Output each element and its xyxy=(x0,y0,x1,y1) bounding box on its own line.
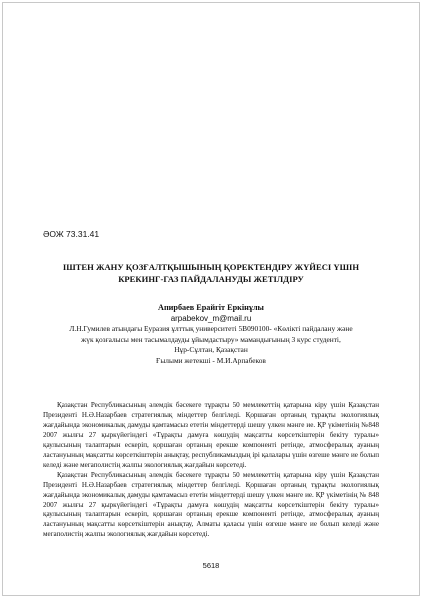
body-text xyxy=(43,401,379,540)
document-page xyxy=(2,2,420,596)
supervisor: Ғылыми жетекші - М.И.Арпабеков xyxy=(156,355,266,365)
author-email: arpabekov_m@mail.ru xyxy=(170,314,252,323)
author-city: Нұр-Сұлтан, Қазақстан xyxy=(174,345,248,354)
paragraph-2: Қазақстан Республикасының әлемдік бәсекеге тұрақты 50 мемлекеттің қатарына кіру үшін Қазақстан Президенті Н.Ә.Назарбаев стратегиялық міндеттер белгіледі. Қоршаған ортаның тұрақты экологиялық жағдайында экономикалық дамуды қамтамасыз ететін міндеттерді шешу үлкен мәнге ие. ҚР үкіметінің № 848 2007 жылғы 27 қыркүйегіндегі «Тұрақты дамуға көшудің мақсатты көрсеткіштерін бекіту туралы» қаулысының талаптарын ескеріп, қоршаған ортаның ерекше компоненті ретінде, атмосфералық ауаның ластануының мақсатты көрсеткіштерін анықтау, Алматы қаласы үшін өзгеше мәнге ие болып келеді және мегаполистің жалпы экологиялық жағдайын көрсетеді. xyxy=(43,470,379,539)
affiliation-line-2: жүк қозғалысы мен тасымалдауды ұйымдастыру» мамандығының 3 курс студенті, xyxy=(81,334,341,344)
paragraph-1: Қазақстан Республикасының әлемдік бәсекеге тұрақты 50 мемлекеттің қатарына кіру үшін Қазақстан Президенті Н.Ә.Назарбаев стратегиялық міндеттер белгіледі. Қоршаған ортаның тұрақты экологиялық жағдайында экономикалық дамуды қамтамасыз ететін міндеттерді шешу үлкен мәнге ие. ҚР үкіметінің №848 2007 жылғы 27 қыркүйегіндегі «Тұрақты дамуға көшудің мақсатты көрсеткіштерін бекіту туралы» қаулысының талаптарын ескеріп, қоршаған ортаның ерекше компоненті ретінде, атмосфералық ауаның ластануының мақсатты көрсеткіштерін анықтау, республикамыздың ірі қалалары үшін өзгеше мәнге ие болып келеді және мегаполистің жалпы экологиялық жағдайын көрсетеді. xyxy=(43,401,379,469)
affiliation-line-1: Л.Н.Гумилев атындағы Еуразия ұлттық университеті 5В090100- «Көлікті пайдалану және xyxy=(69,324,353,333)
paper-title-line-2: КРЕКИНГ-ГАЗ ПАЙДАЛАНУДЫ ЖЕТІЛДІРУ xyxy=(118,274,304,284)
author-block xyxy=(39,302,383,366)
page-number: 5618 xyxy=(202,561,220,570)
author-name: Апирбаев Ерайгіт Еркінұлы xyxy=(158,303,264,312)
udc-code: ӘОЖ 73.31.41 xyxy=(43,229,100,239)
paper-title xyxy=(43,261,379,285)
paper-title-line-1: ІШТЕН ЖАНУ ҚОЗҒАЛТҚЫШЫНЫҢ ҚОРЕКТЕНДІРУ ЖҮЙЕСІ ҮШІН xyxy=(62,262,360,272)
